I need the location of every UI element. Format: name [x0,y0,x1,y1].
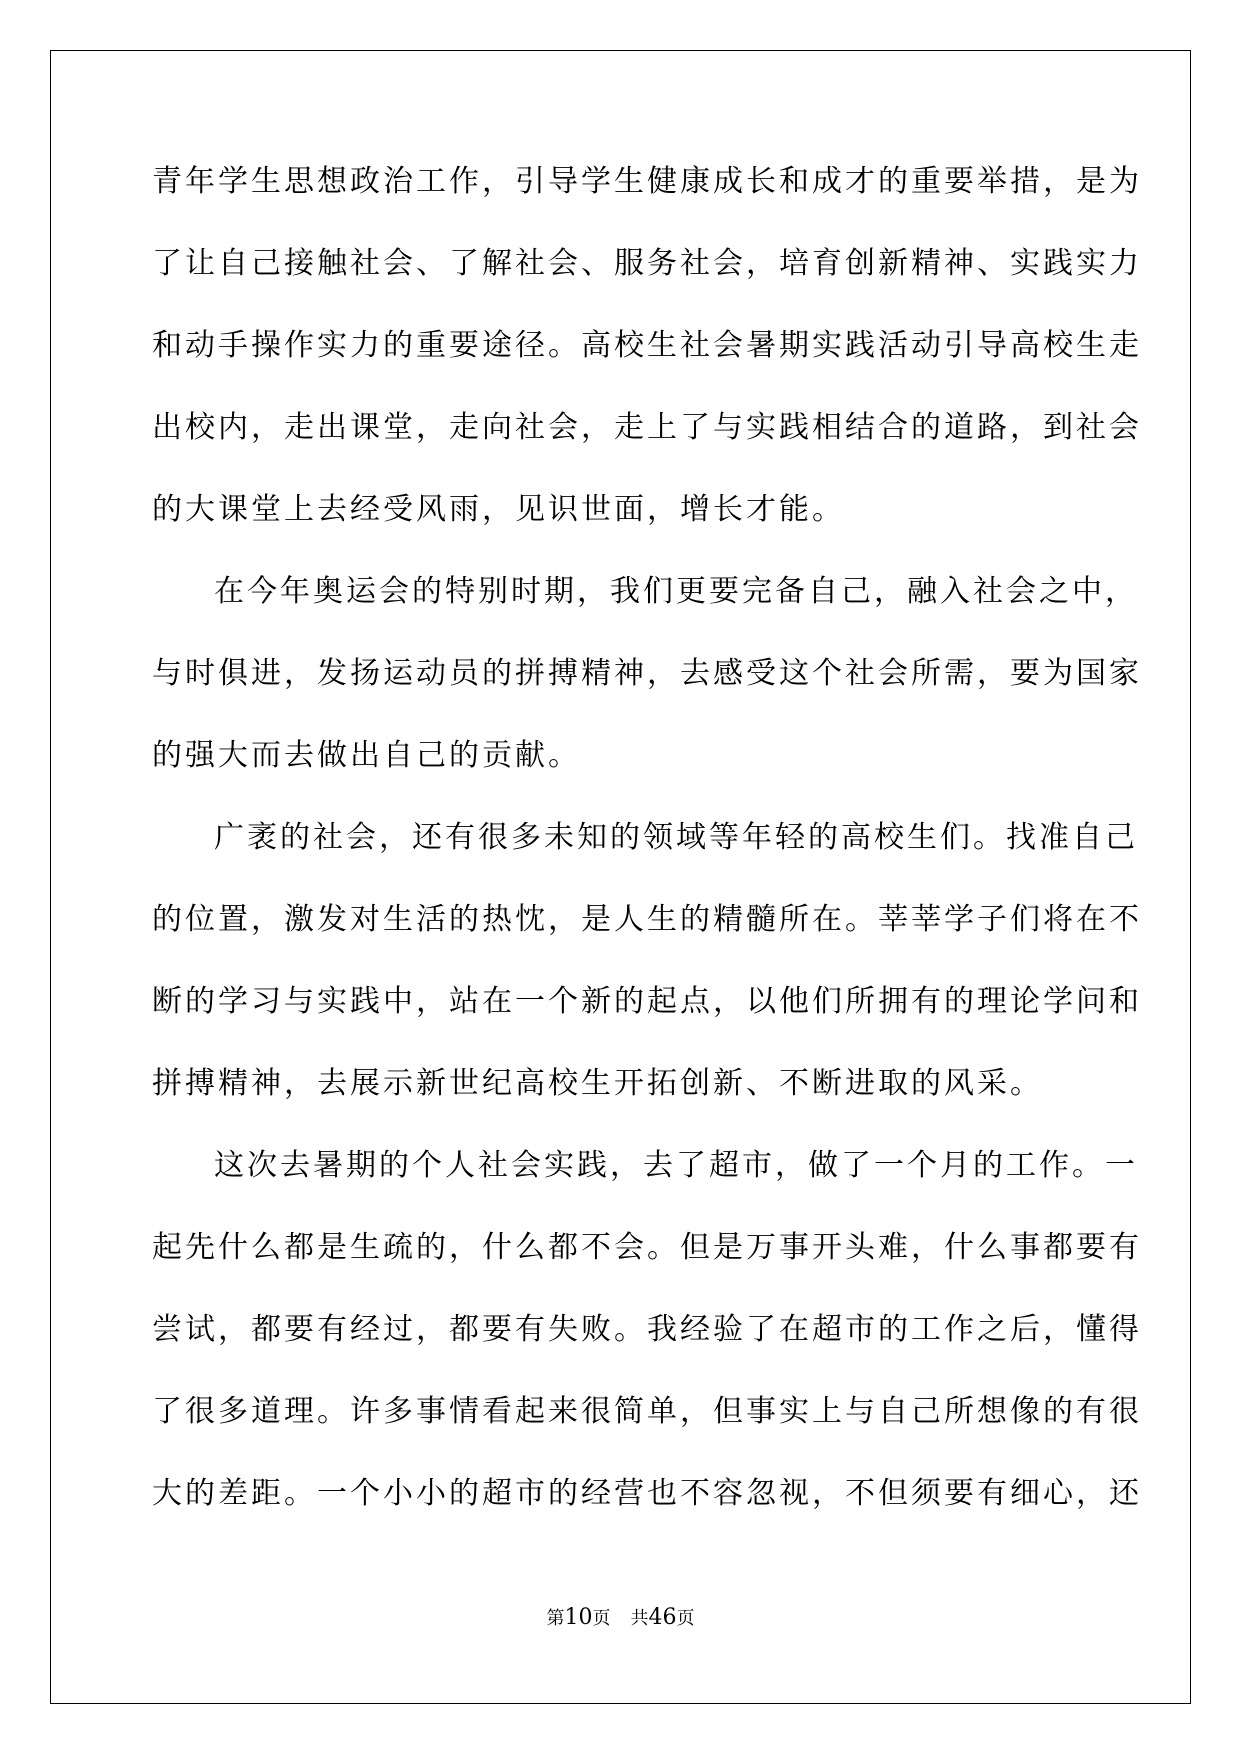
text-line: 青年学生思想政治工作，引导学生健康成长和成才的重要举措，是为 [152,164,1142,199]
text-line: 与时俱进，发扬运动员的拼搏精神，去感受这个社会所需，要为国家 [152,656,1142,691]
text-line: 了很多道理。许多事情看起来很简单，但事实上与自己所想像的有很 [152,1394,1142,1429]
text-line: 断的学习与实践中，站在一个新的起点，以他们所拥有的理论学问和 [152,984,1142,1019]
text-line: 大的差距。一个小小的超市的经营也不容忽视，不但须要有细心，还 [152,1476,1142,1511]
total-suffix: 页 [676,1608,695,1629]
total-prefix: 共 [630,1608,649,1629]
document-body [152,162,1142,1556]
text-line: 和动手操作实力的重要途径。高校生社会暑期实践活动引导高校生走 [152,328,1142,363]
page-footer [0,1606,1241,1631]
text-line: 的大课堂上去经受风雨，见识世面，增长才能。 [152,492,845,527]
page-prefix: 第 [546,1608,565,1629]
text-line: 的强大而去做出自己的贡献。 [152,738,581,773]
text-line: 尝试，都要有经过，都要有失败。我经验了在超市的工作之后，懂得 [152,1312,1142,1347]
page-suffix: 页 [592,1608,611,1629]
text-line: 了让自己接触社会、了解社会、服务社会，培育创新精神、实践实力 [152,246,1142,281]
current-page-number: 10 [564,1605,593,1630]
text-line: 拼搏精神，去展示新世纪高校生开拓创新、不断进取的风采。 [152,1066,1043,1101]
total-page-number: 46 [648,1605,677,1630]
text-line: 的位置，激发对生活的热忱，是人生的精髓所在。莘莘学子们将在不 [152,902,1142,937]
text-line: 出校内，走出课堂，走向社会，走上了与实践相结合的道路，到社会 [152,410,1142,445]
text-line: 在今年奥运会的特别时期，我们更要完备自己，融入社会之中， [214,574,1138,609]
text-line: 起先什么都是生疏的，什么都不会。但是万事开头难，什么事都要有 [152,1230,1142,1265]
text-line: 广袤的社会，还有很多未知的领域等年轻的高校生们。找准自己 [214,820,1138,855]
text-line: 这次去暑期的个人社会实践，去了超市，做了一个月的工作。一 [214,1148,1138,1183]
